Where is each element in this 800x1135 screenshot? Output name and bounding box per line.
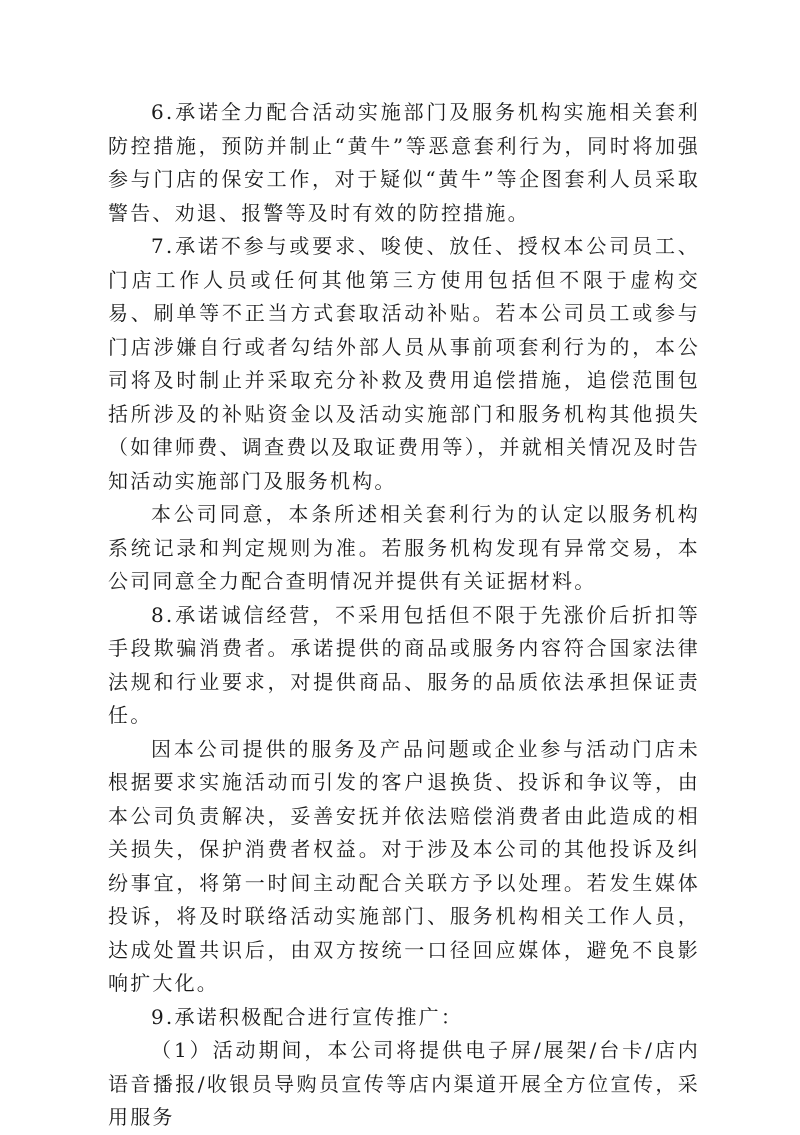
paragraph-item-9-1: （1）活动期间，本公司将提供电子屏/展架/台卡/店内语音播报/收银员导购员宣传等店内渠道开展全方位宣传，采用服务 — [108, 1038, 700, 1129]
paragraph-item-7: 7.承诺不参与或要求、唆使、放任、授权本公司员工、门店工作人员或任何其他第三方使用包括但不限于虚构交易、刷单等不正当方式套取活动补贴。若本公司员工或参与门店涉嫌自行或者勾结外部人员从事前项套利行为的，本公司将及时制止并采取充分补救及费用追偿措施，追偿范围包括所涉及的补贴资金以及活动实施部门和服务机构其他损失（如律师费、调查费以及取证费用等），并就相关情况及时告知活动实施部门及服务机构。 — [108, 234, 700, 493]
paragraph-item-9: 9.承诺积极配合进行宣传推广： — [151, 1004, 464, 1029]
document-body — [108, 96, 700, 1135]
paragraph-arbitrage-definition: 本公司同意，本条所述相关套利行为的认定以服务机构系统记录和判定规则为准。若服务机构发现有异常交易，本公司同意全力配合查明情况并提供有关证据材料。 — [108, 502, 700, 593]
paragraph-item-6: 6.承诺全力配合活动实施部门及服务机构实施相关套利防控措施，预防并制止“黄牛”等恶意套利行为，同时将加强参与门店的保安工作，对于疑似“黄牛”等企图套利人员采取警告、劝退、报警等及时有效的防控措施。 — [108, 100, 700, 225]
paragraph-consumer-disputes: 因本公司提供的服务及产品问题或企业参与活动门店未根据要求实施活动而引发的客户退换货、投诉和争议等，由本公司负责解决，妥善安抚并依法赔偿消费者由此造成的相关损失，保护消费者权益。对于涉及本公司的其他投诉及纠纷事宜，将第一时间主动配合关联方予以处理。若发生媒体投诉，将及时联络活动实施部门、服务机构相关工作人员，达成处置共识后，由双方按统一口径回应媒体，避免不良影响扩大化。 — [108, 736, 700, 995]
paragraph-item-8: 8.承诺诚信经营，不采用包括但不限于先涨价后折扣等手段欺骗消费者。承诺提供的商品或服务内容符合国家法律法规和行业要求，对提供商品、服务的品质依法承担保证责任。 — [108, 602, 700, 727]
